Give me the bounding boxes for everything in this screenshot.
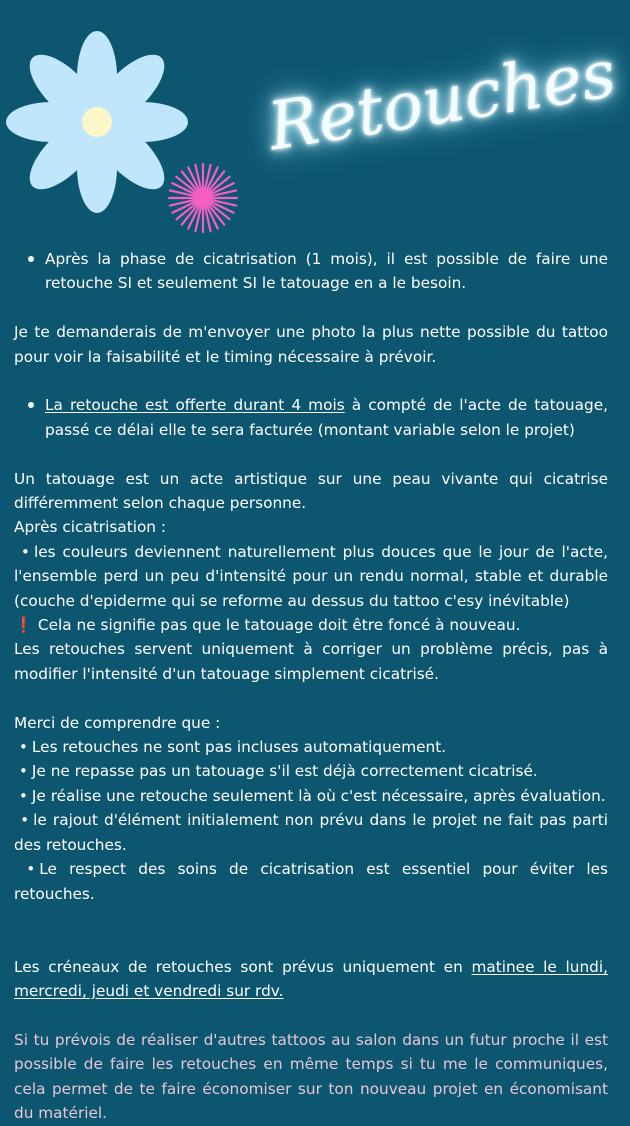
- pink-burst-icon: [167, 162, 239, 234]
- list-item-text: le rajout d'élément initialement non prévu dans le projet ne fait pas parti des retouches.: [14, 811, 608, 854]
- list-item-text: Je réalise une retouche seulement là où c'est nécessaire, après évaluation.: [31, 786, 606, 805]
- schedule-days-link: matinee le lundi, mercredi, jeudi et vendredi sur rdv.: [14, 957, 608, 1001]
- schedule-paragraph: [14, 955, 608, 1004]
- colors-bullet-text: les couleurs deviennent naturellement plus douces que le jour de l'acte, l'ensemble perd un peu d'intensité pour un rendu normal, stable et durable (couche d'epiderme qui se reforme au dessus du tattoo c'esy inévitable): [14, 542, 608, 610]
- list-item: [45, 393, 608, 442]
- list-item: [14, 857, 608, 906]
- bullet-icon: •: [26, 860, 36, 879]
- artistic-act-paragraph: Un tatouage est un acte artistique sur une peau vivante qui cicatrise différemment selon chaque personne.: [14, 469, 608, 513]
- content: [14, 247, 608, 1126]
- offer-period-link: La retouche est offerte durant 4 mois: [45, 396, 345, 415]
- bullet-icon: •: [18, 786, 28, 805]
- page-title: Retouches: [263, 34, 621, 166]
- colors-bullet: [14, 540, 608, 613]
- bullet-icon: •: [18, 762, 28, 781]
- bullet-icon: •: [20, 542, 30, 561]
- retouch-purpose-paragraph: Les retouches servent uniquement à corriger un problème précis, pas à modifier l'intensité d'un tatouage simplement cicatrisé.: [14, 640, 608, 683]
- list-item-text: Les retouches ne sont pas incluses automatiquement.: [31, 738, 447, 757]
- offer-text: à compté de l'acte de tatouage, passé ce délai elle te sera facturée (montant variable selon le projet): [45, 396, 608, 439]
- intro-list: [14, 247, 608, 296]
- list-item-text: Le respect des soins de cicatrisation est essentiel pour éviter les retouches.: [14, 860, 608, 903]
- bullet-icon: •: [18, 738, 28, 757]
- schedule-text: Les créneaux de retouches sont prévus uniquement en: [14, 957, 472, 976]
- exclamation-icon: ❗: [14, 616, 34, 635]
- list-item: [14, 808, 608, 857]
- list-item: [14, 784, 608, 808]
- list-item: [14, 735, 608, 759]
- offer-list: [14, 393, 608, 442]
- photo-request-paragraph: Je te demanderais de m'envoyer une photo la plus nette possible du tattoo pour voir la faisabilité et le timing nécessaire à prévoir.: [14, 323, 608, 366]
- after-healing-heading: Après cicatrisation :: [14, 518, 167, 537]
- warning-line: [14, 613, 608, 637]
- combine-tattoo-paragraph: Si tu prévois de réaliser d'autres tattoos au salon dans un futur proche il est possible de faire les retouches en même temps si tu me le communiques, cela permet de te faire économiser sur ton nouveau projet en économisant du matériel.: [14, 1030, 608, 1123]
- list-item: [14, 759, 608, 783]
- understand-list: [14, 735, 608, 906]
- list-item-text: Je ne repasse pas un tatouage s'il est déjà correctement cicatrisé.: [31, 762, 538, 781]
- warning-text: Cela ne signifie pas que le tatouage doit être foncé à nouveau.: [37, 616, 521, 635]
- understand-heading: Merci de comprendre que :: [14, 713, 221, 732]
- bullet-icon: •: [20, 811, 30, 830]
- header: [0, 0, 630, 240]
- list-item: Après la phase de cicatrisation (1 mois), il est possible de faire une retouche SI et seulement SI le tatouage en a le besoin.: [45, 247, 608, 296]
